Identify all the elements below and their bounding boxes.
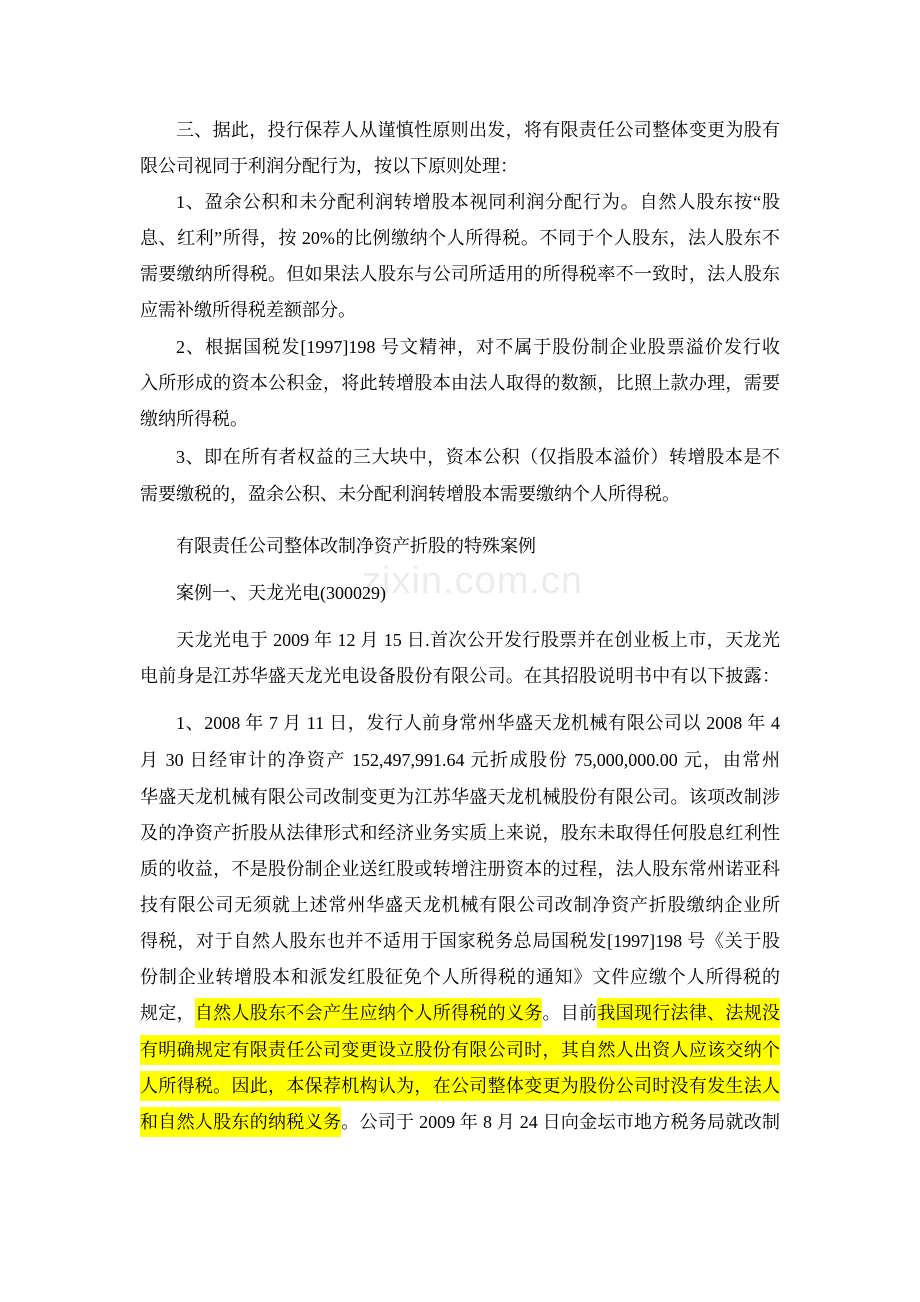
text-line: 华盛天龙机械有限公司改制变更为江苏华盛天龙机械股份有限公司。该项改制涉 [140, 787, 780, 807]
text-line [140, 1032, 780, 1068]
highlighted-text: 人所得税。因此，本保荐机构认为，在公司整体变更为股份公司时没有发生法人 [140, 1071, 780, 1101]
text-line: 入所形成的资本公积金，将此转增股本由法人取得的数额，比照上款办理，需要 [140, 373, 780, 393]
text-line: 三、据此，投行保荐人从谨慎性原则出发，将有限责任公司整体变更为股有 [176, 120, 780, 140]
watermark: zixin.com.cn [362, 560, 584, 602]
text-line: 案例一、天龙光电(300029) [176, 583, 386, 603]
highlighted-text: 自然人股东不会产生应纳个人所得税的义务 [195, 998, 543, 1028]
highlighted-text: 有明确规定有限责任公司变更设立股份有限公司时，其自然人出资人应该交纳个 [140, 1035, 780, 1065]
text-line: 天龙光电于 2009 年 12 月 15 日.首次公开发行股票并在创业板上市，天龙光 [176, 630, 780, 650]
text-line: 应需补缴所得税差额部分。 [140, 300, 356, 320]
text-line: 技有限公司无须就上述常州华盛天龙机械有限公司改制净资产折股缴纳企业所 [140, 895, 780, 915]
highlighted-text: 和自然人股东的纳税义务 [140, 1107, 341, 1137]
text-line: 1、2008 年 7 月 11 日，发行人前身常州华盛天龙机械有限公司以 2008 年 4 [176, 713, 780, 733]
text-line: 月 30 日经审计的净资产 152,497,991.64 元折成股份 75,000,000.00 元，由常州 [140, 750, 780, 770]
text-line [140, 1104, 780, 1140]
text-line [140, 1068, 780, 1104]
text-line: 需要缴税的，盈余公积、未分配利润转增股本需要缴纳个人所得税。 [140, 484, 680, 504]
text-line [140, 995, 780, 1031]
text-line: 2、根据国税发[1997]198 号文精神，对不属于股份制企业股票溢价发行收 [176, 337, 780, 357]
plain-text: 规定， [140, 1003, 195, 1023]
text-line: 质的收益，不是股份制企业送红股或转增注册资本的过程，法人股东常州诺亚科 [140, 859, 780, 879]
text-line: 有限责任公司整体改制净资产折股的特殊案例 [176, 536, 536, 556]
text-line: 及的净资产折股从法律形式和经济业务实质上来说，股东未取得任何股息红利性 [140, 823, 780, 843]
text-line: 3、即在所有者权益的三大块中，资本公积（仅指股本溢价）转增股本是不 [176, 447, 780, 467]
text-line: 得税，对于自然人股东也并不适用于国家税务总局国税发[1997]198 号《关于股 [140, 931, 780, 951]
text-line: 份制企业转增股本和派发红股征免个人所得税的通知》文件应缴个人所得税的 [140, 967, 780, 987]
text-line: 1、盈余公积和未分配利润转增股本视同利润分配行为。自然人股东按“股 [176, 192, 780, 212]
plain-text: 。目前 [542, 1003, 598, 1023]
text-line: 需要缴纳所得税。但如果法人股东与公司所适用的所得税率不一致时，法人股东 [140, 264, 780, 284]
text-line: 限公司视同于利润分配行为，按以下原则处理： [140, 156, 518, 176]
highlighted-text: 我国现行法律、法规没 [597, 998, 780, 1028]
text-line: 电前身是江苏华盛天龙光电设备股份有限公司。在其招股说明书中有以下披露： [140, 666, 780, 686]
text-line: 缴纳所得税。 [140, 409, 248, 429]
plain-text: 。公司于 2009 年 8 月 24 日向金坛市地方税务局就改制 [341, 1112, 781, 1132]
text-line: 息、红利”所得，按 20%的比例缴纳个人所得税。不同于个人股东，法人股东不 [140, 228, 780, 248]
